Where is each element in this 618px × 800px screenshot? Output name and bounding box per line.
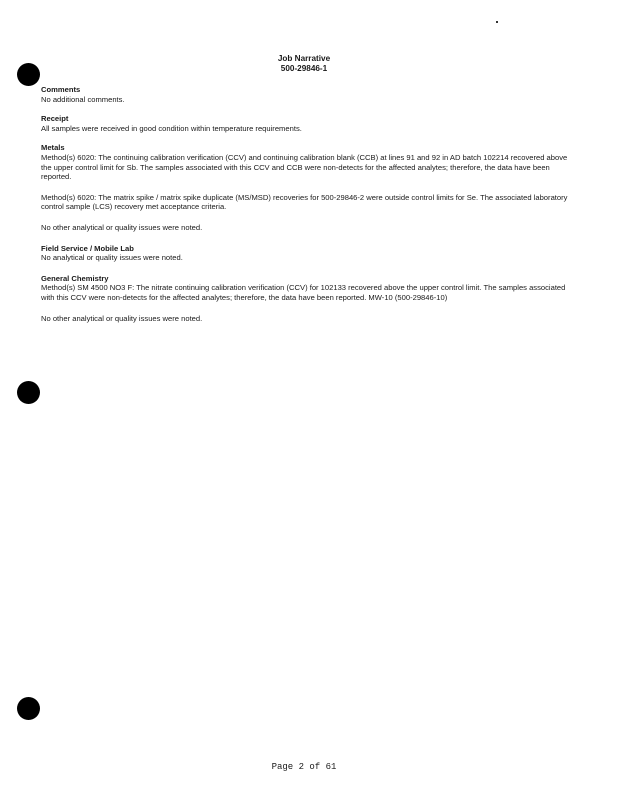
general-chemistry-paragraph-1: Method(s) SM 4500 NO3 F: The nitrate continuing calibration verification (CCV) for 102133 recovered above the upper control limit. The samples associated with this CCV were non-detects for the affected analytes; therefore, the data have been reported. MW-10 (500-29846-10) [41, 283, 566, 302]
metals-paragraph-1: Method(s) 6020: The continuing calibration verification (CCV) and continuing calibration blank (CCB) at lines 91 and 92 in AD batch 102214 recovered above the upper control limit for Sb. The samples associated with this CCV and CCB were non-detects for the affected analytes; therefore, the data have been reported. [41, 152, 568, 182]
punch-hole-middle [17, 381, 40, 404]
job-id: 500-29846-1 [280, 64, 328, 73]
comments-heading: Comments [41, 85, 81, 94]
comments-text: No additional comments. [41, 94, 125, 104]
field-service-text: No analytical or quality issues were noted. [41, 253, 183, 263]
document-header [0, 54, 613, 74]
narrative-body [41, 85, 571, 323]
field-service-heading: Field Service / Mobile Lab [41, 243, 134, 253]
metals-heading: Metals [41, 143, 65, 153]
general-chemistry-paragraph-2: No other analytical or quality issues were noted. [41, 313, 203, 323]
receipt-text: All samples were received in good condition within temperature requirements. [41, 123, 302, 133]
scan-speck [496, 21, 498, 23]
receipt-heading: Receipt [41, 114, 69, 124]
punch-hole-bottom [17, 697, 40, 720]
general-chemistry-heading: General Chemistry [41, 273, 109, 283]
metals-paragraph-2: Method(s) 6020: The matrix spike / matrix spike duplicate (MS/MSD) recoveries for 500-29846-2 were outside control limits for Se. The associated laboratory control sample (LCS) recovery met acceptance criteria. [41, 192, 568, 212]
metals-paragraph-3: No other analytical or quality issues were noted. [41, 222, 203, 232]
page-number: Page 2 of 61 [271, 762, 337, 772]
document-title: Job Narrative [277, 54, 331, 63]
